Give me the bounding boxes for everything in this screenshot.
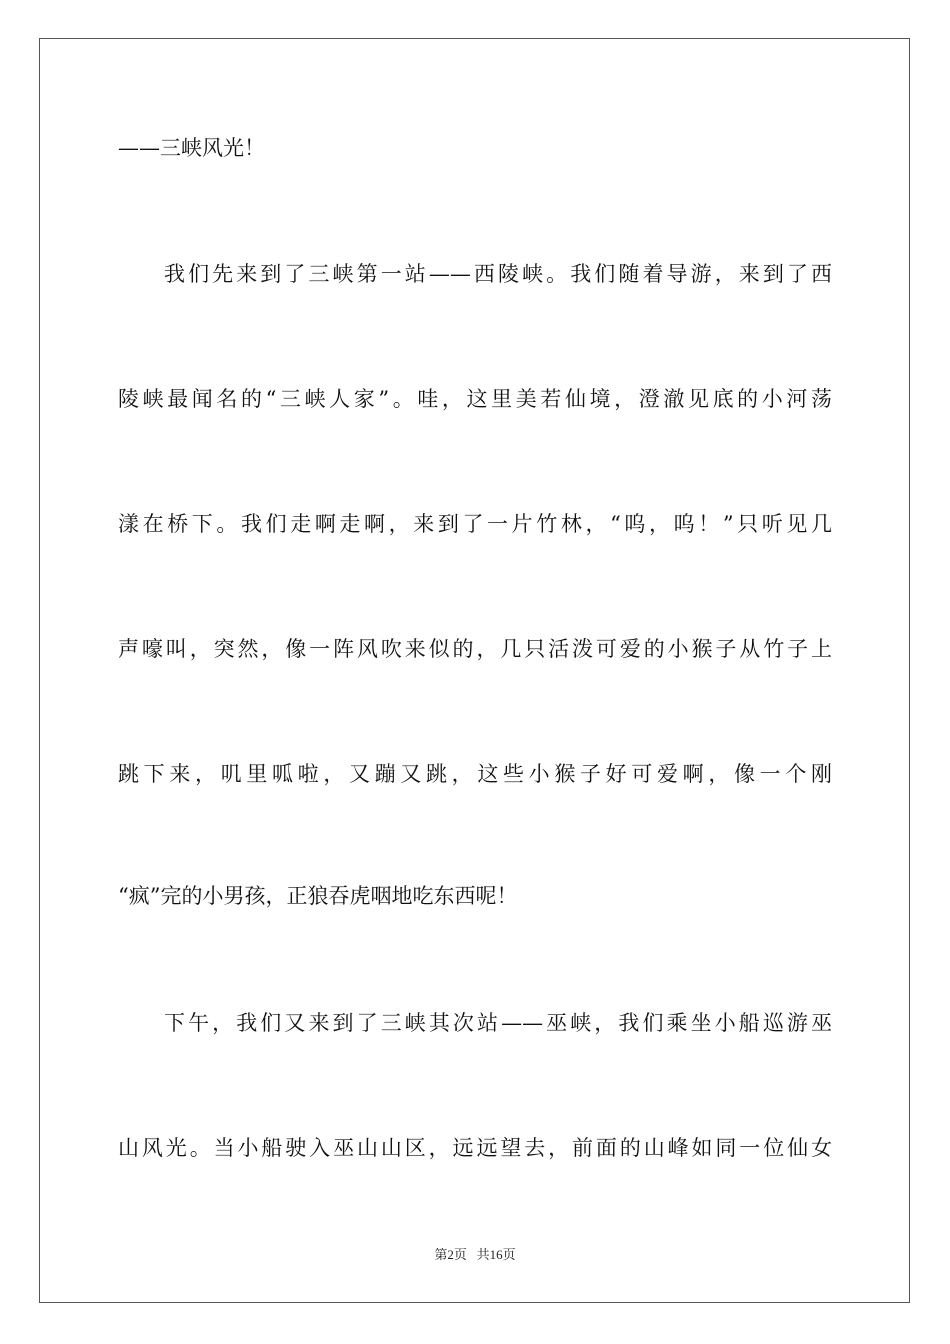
page-border xyxy=(39,38,910,1303)
page-total: 共16页 xyxy=(476,1247,516,1262)
text-line-7: “疯”完的小男孩，正狼吞虎咽地吃东西呢！ xyxy=(118,884,518,908)
page-number: 第2页 xyxy=(434,1247,467,1262)
page-footer xyxy=(0,1246,950,1264)
text-line-5: 声嚎叫，突然，像一阵风吹来似的，几只活泼可爱的小猴子从竹子上 xyxy=(118,637,832,661)
text-line-3: 陵峡最闻名的“三峡人家”。哇，这里美若仙境，澄澈见底的小河荡 xyxy=(118,387,832,411)
text-line-4: 漾在桥下。我们走啊走啊，来到了一片竹林，“呜，呜！”只听见几 xyxy=(118,512,832,536)
text-line-8: 下午，我们又来到了三峡其次站——巫峡，我们乘坐小船巡游巫 xyxy=(164,1011,832,1035)
text-line-6: 跳下来，叽里呱啦，又蹦又跳，这些小猴子好可爱啊，像一个刚 xyxy=(118,762,832,786)
text-line-9: 山风光。当小船驶入巫山山区，远远望去，前面的山峰如同一位仙女 xyxy=(118,1136,832,1160)
text-line-2: 我们先来到了三峡第一站——西陵峡。我们随着导游，来到了西 xyxy=(164,262,832,286)
text-line-1: ——三峡风光！ xyxy=(118,136,265,160)
